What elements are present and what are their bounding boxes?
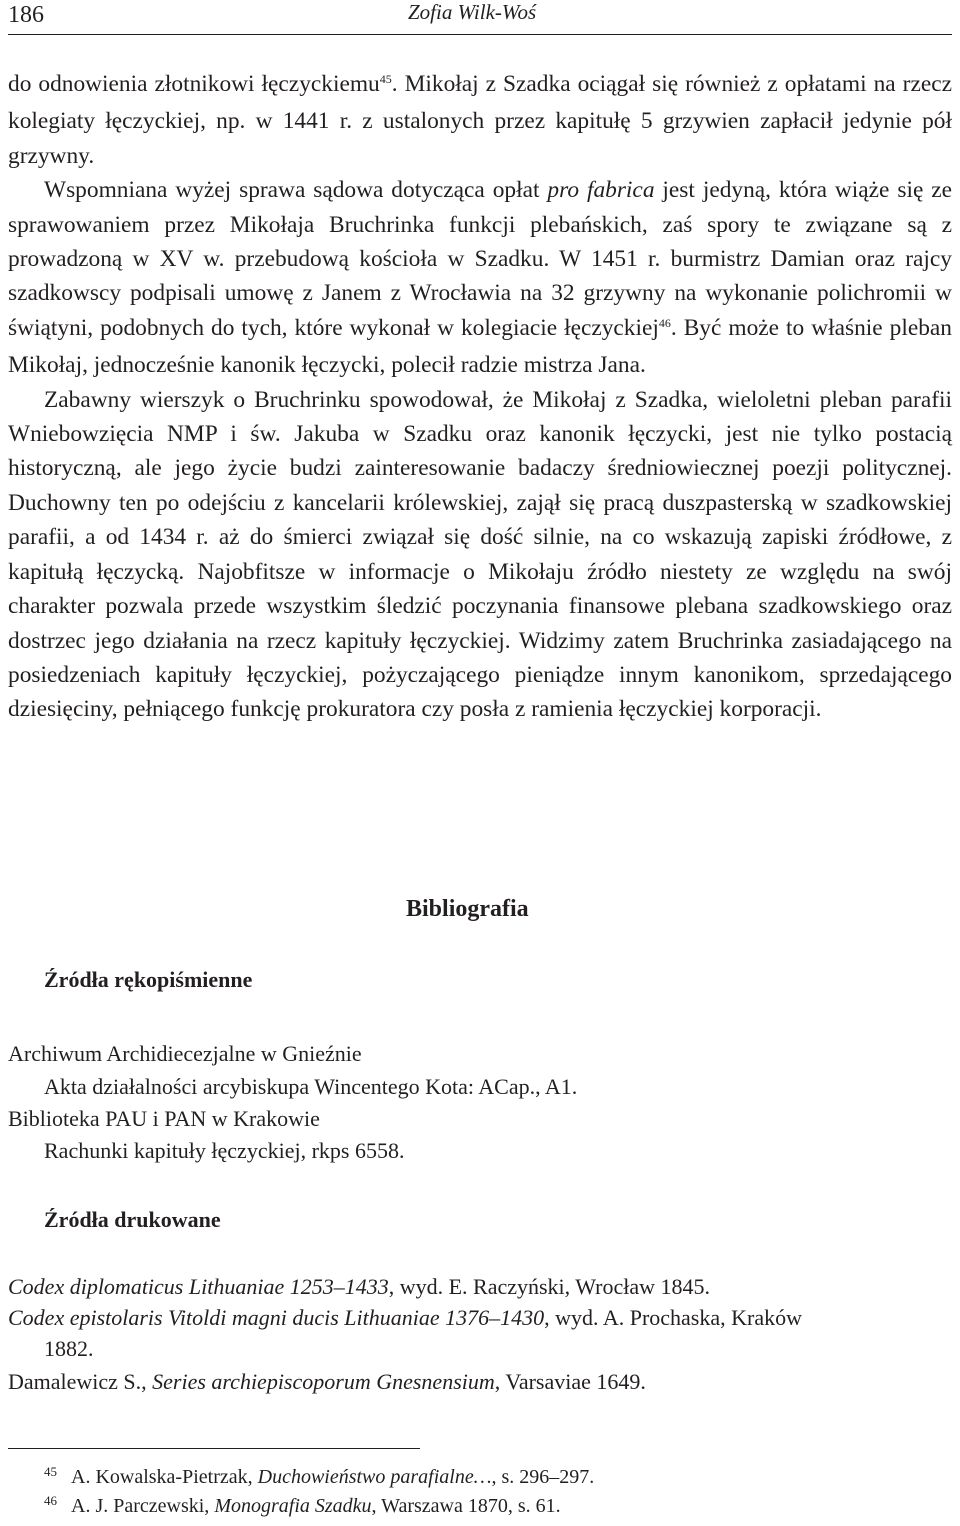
archive-entry: Archiwum Archidiecezjalne w Gnieźnie (8, 1041, 362, 1066)
footnote-number: 46 (44, 1493, 57, 1508)
footnote-46: $^{46}$ A. J. Parczewski, Monografia Szadku, Warszawa 1870, s. 61. (44, 1493, 561, 1517)
page-number: 186 (8, 2, 44, 28)
printed-heading: Źródła drukowane (44, 1207, 221, 1232)
manuscripts-heading: Źródła rękopiśmienne (44, 967, 253, 992)
bibliography-entry: Damalewicz S., Series archiepiscoporum Gnesnensium, Varsaviae 1649. (8, 1369, 646, 1394)
bibliography-entry: Codex diplomaticus Lithuaniae 1253–1433, wyd. E. Raczyński, Wrocław 1845. (8, 1274, 711, 1299)
running-head: Zofia Wilk-Woś (408, 0, 537, 24)
page-header (8, 0, 952, 35)
bibliography-title: Bibliografia (406, 896, 529, 922)
footnote-number: 45 (44, 1464, 57, 1479)
archive-entry: Rachunki kapituły łęczyckiej, rkps 6558. (44, 1138, 405, 1163)
footnote-45: $^{45}$ A. Kowalska-Pietrzak, Duchowieństwo parafialne…, s. 296–297. (44, 1464, 595, 1488)
footnote-ref-45[interactable]: 45 (379, 72, 392, 86)
bibliography-entry: Codex epistolaris Vitoldi magni ducis Lithuaniae 1376–1430, wyd. A. Prochaska, Kraków 1882. (8, 1305, 802, 1361)
footnote-ref-46[interactable]: 46 (658, 315, 671, 330)
archive-entry: Biblioteka PAU i PAN w Krakowie (8, 1106, 320, 1131)
paragraph-2: Wspomniana wyżej sprawa sądowa dotycząca opłat pro fabrica jest jedyną, która wiąże się ze sprawowaniem przez Mikołaja Bruchrinka funkcji plebańskich, zaś spory te związane są z prowadzoną w XV w. przebudową kościoła w Szadku. W 1451 r. burmistrz Damian oraz rajcy szadkowscy podpisali umowę z Janem z Wrocławia na 32 grzywny na wykonanie polichromii w świątyni, podobnych do tych, które wykonał w kolegiacie łęczyckiej$^{46}$. Być może to właśnie pleban Mikołaj, jednocześnie kanonik łęczycki, polecił radzie mistrza Jana. (8, 177, 953, 379)
footnote-divider (8, 1448, 420, 1449)
body-text (8, 67, 952, 727)
archive-entry: Akta działalności arcybiskupa Wincentego Kota: ACap., A1. (44, 1074, 578, 1099)
paragraph-1: do odnowienia złotnikowi łęczyckiemu$^{45}$. Mikołaj z Szadka ociągał się również z opłatami na rzecz kolegiaty łęczyckiej, np. w 1441 r. z ustalonych przez kapitułę 5 grzywien zapłacił jedynie pół grzywny. (8, 71, 952, 169)
paragraph-3: Zabawny wierszyk o Bruchrinku spowodował, że Mikołaj z Szadka, wieloletni pleban parafii Wniebowzięcia NMP i św. Jakuba w Szadku oraz kanonik łęczycki, jest nie tylko postacią historyczną, ale jego życie budzi zainteresowanie badaczy średniowiecznej poezji politycznej. Duchowny ten po odejściu z kancelarii królewskiej, zajął się pracą duszpasterską w szadkowskiej parafii, a od 1434 r. aż do śmierci związał się dość silnie, na co wskazują zapiski źródłowe, z kapitułą łęczycką. Najobfitsze w informacje o Mikołaju źródło niestety ze względu na swój charakter pozwala przede wszystkim śledzić poczynania finansowe plebana szadkowskiego oraz dostrzec jego działania na rzecz kapituły łęczyckiej. Widzimy zatem Bruchrinka zasiadającego na posiedzeniach kapituły łęczyckiej, pożyczającego pieniądze innym kanonikom, sprzedającego dziesięciny, pełniącego funkcję prokuratora czy posła z ramienia łęczyckiej korporacji. (8, 386, 952, 723)
